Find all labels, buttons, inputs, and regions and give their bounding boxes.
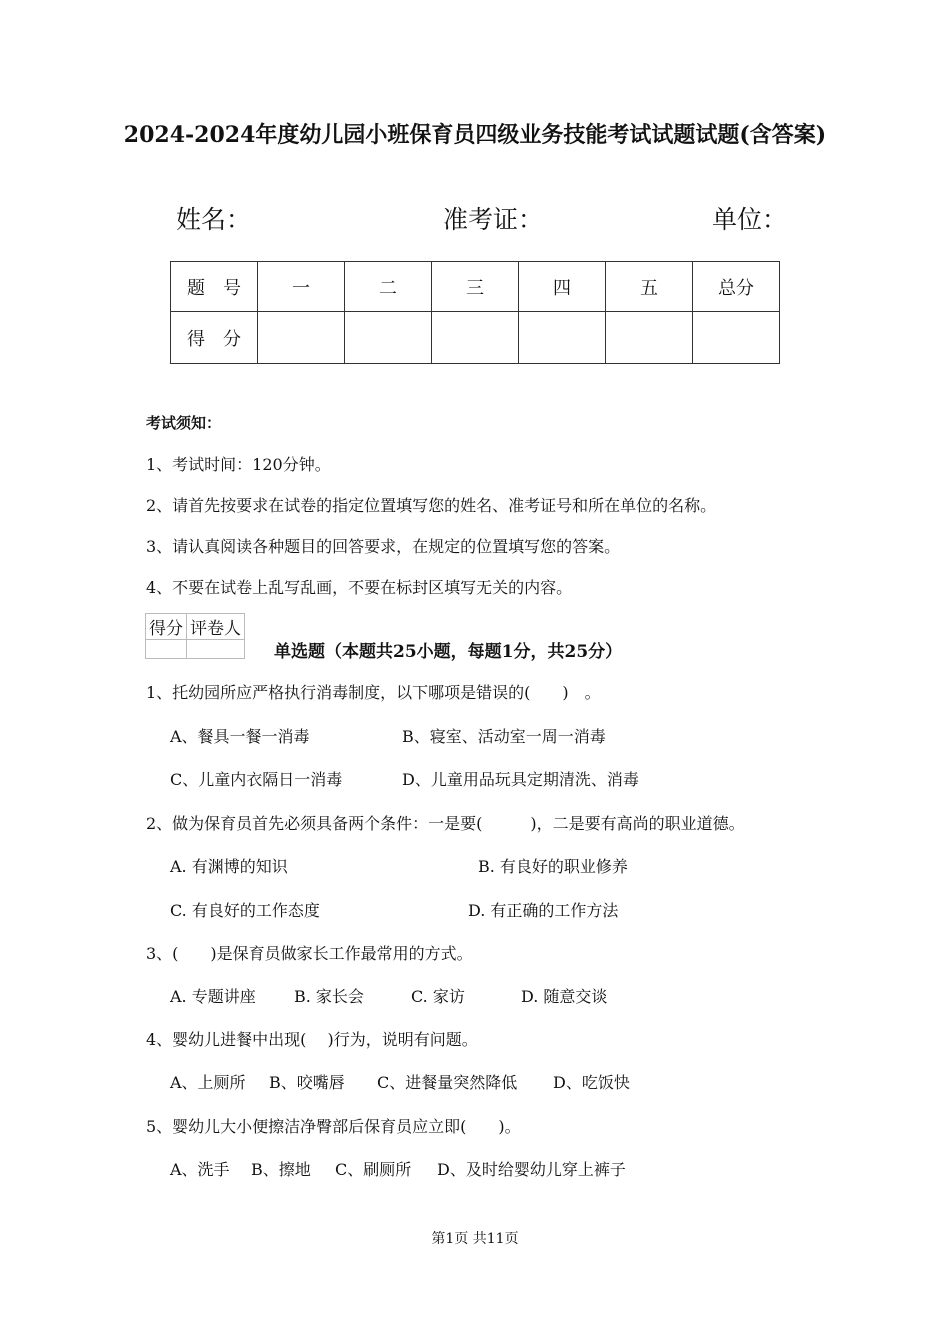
section-title: 单选题（本题共25小题，每题1分，共25分） <box>274 642 623 662</box>
question-option: C、儿童内衣隔日一消毒 <box>170 770 343 789</box>
question-stem: 3、( )是保育员做家长工作最常用的方式。 <box>146 944 473 963</box>
score-header-cell: 二 <box>345 262 432 312</box>
question-option: D. 有正确的工作方法 <box>468 901 619 920</box>
score-header-cell: 五 <box>606 262 693 312</box>
question-option: C、进餐量突然降低 <box>377 1073 518 1092</box>
score-table <box>170 261 780 364</box>
question-option: B. 有良好的职业修养 <box>478 857 628 876</box>
grader-score-cell <box>146 640 187 659</box>
question-option: B、寝室、活动室一周一消毒 <box>402 727 606 746</box>
question-option: D、吃饭快 <box>553 1073 630 1092</box>
question-option: B、擦地 <box>251 1160 311 1179</box>
question-option: A、上厕所 <box>170 1073 246 1092</box>
page-title: 2024-2024年度幼儿园小班保育员四级业务技能考试试题试题(含答案) <box>123 122 827 148</box>
question-stem: 1、托幼园所应严格执行消毒制度，以下哪项是错误的( ) 。 <box>146 683 601 702</box>
note-item: 3、请认真阅读各种题目的回答要求，在规定的位置填写您的答案。 <box>146 537 621 556</box>
note-item: 1、考试时间：120分钟。 <box>146 455 331 474</box>
grader-score-label: 得分 <box>146 614 187 640</box>
question-option: C、刷厕所 <box>335 1160 412 1179</box>
grader-name-label: 评卷人 <box>187 614 245 640</box>
score-row-label: 得 分 <box>171 312 258 364</box>
question-option: C. 有良好的工作态度 <box>170 901 320 920</box>
score-header-cell: 三 <box>432 262 519 312</box>
question-option: A、餐具一餐一消毒 <box>170 727 310 746</box>
score-cell <box>519 312 606 364</box>
score-header-cell: 题 号 <box>171 262 258 312</box>
score-cell <box>693 312 780 364</box>
question-option: D、及时给婴幼儿穿上裤子 <box>437 1160 626 1179</box>
question-option: A、洗手 <box>170 1160 230 1179</box>
question-option: C. 家访 <box>411 987 465 1006</box>
score-cell <box>345 312 432 364</box>
unit-field-label: 单位： <box>712 205 788 234</box>
question-option: A. 专题讲座 <box>170 987 256 1006</box>
question-option: A. 有渊博的知识 <box>170 857 288 876</box>
question-option: B. 家长会 <box>294 987 364 1006</box>
exam-id-field-label: 准考证： <box>443 205 544 234</box>
grader-name-cell <box>187 640 245 659</box>
score-header-cell: 四 <box>519 262 606 312</box>
question-option: D. 随意交谈 <box>521 987 608 1006</box>
note-item: 4、不要在试卷上乱写乱画，不要在标封区填写无关的内容。 <box>146 578 573 597</box>
page-footer: 第1页 共11页 <box>431 1231 519 1247</box>
question-option: B、咬嘴唇 <box>269 1073 345 1092</box>
notes-heading: 考试须知： <box>146 414 222 432</box>
score-cell <box>606 312 693 364</box>
question-stem: 4、婴幼儿进餐中出现( )行为，说明有问题。 <box>146 1030 478 1049</box>
note-item: 2、请首先按要求在试卷的指定位置填写您的姓名、准考证号和所在单位的名称。 <box>146 496 717 515</box>
score-header-cell: 总分 <box>693 262 780 312</box>
name-field-label: 姓名： <box>176 205 252 234</box>
question-stem: 5、婴幼儿大小便擦洁净臀部后保育员应立即( )。 <box>146 1117 521 1136</box>
score-cell <box>432 312 519 364</box>
grader-table <box>145 613 245 659</box>
score-header-cell: 一 <box>258 262 345 312</box>
score-cell <box>258 312 345 364</box>
question-option: D、儿童用品玩具定期清洗、消毒 <box>402 770 639 789</box>
question-stem: 2、做为保育员首先必须具备两个条件：一是要( )，二是要有高尚的职业道德。 <box>146 814 745 833</box>
